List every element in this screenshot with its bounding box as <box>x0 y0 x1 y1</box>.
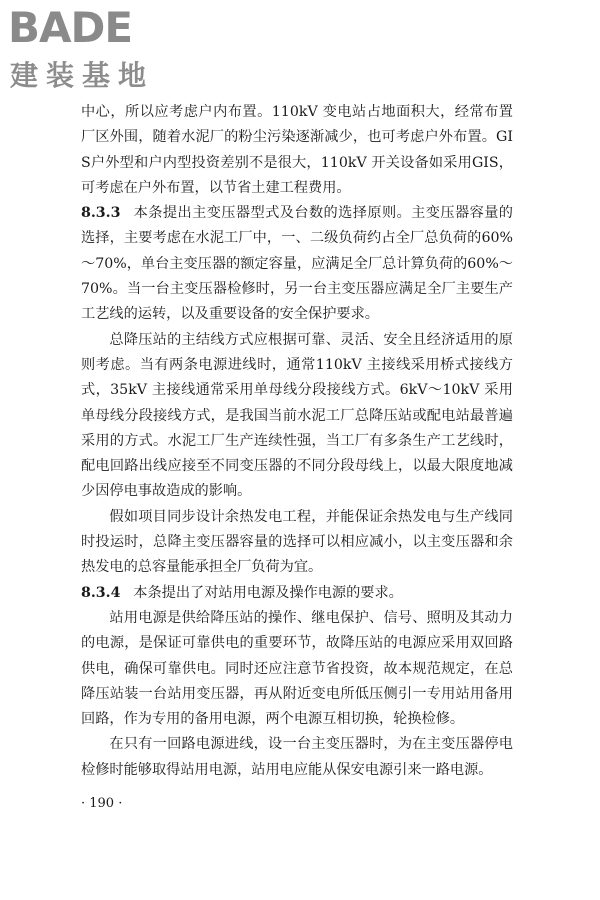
section-8-3-4 <box>81 581 513 606</box>
paragraph-continuation: 中心，所以应考虑户内布置。110kV 变电站占地面积大，经常布置厂区外围，随着水泥厂的粉尘污染逐渐减少，也可考虑户外布置。GIS户外型和户内型投资差别不是很大，110kV 开关设备如采用GIS，可考虑在户外布置，以节省土建工程费用。 <box>81 104 513 196</box>
section-text: 本条提出了对站用电源及操作电源的要求。 <box>133 584 403 601</box>
bade-logo <box>8 3 178 94</box>
paragraph: 假如项目同步设计余热发电工程，并能保证余热发电与生产线同时投运时，总降主变压器容量的选择可以相应减小，以主变压器和余热发电的总容量能承担全厂负荷为宜。 <box>81 508 513 576</box>
logo-brand: BADE <box>8 3 133 52</box>
page-number: · 190 · <box>81 796 123 811</box>
document-body <box>81 100 513 783</box>
paragraph: 总降压站的主结线方式应根据可靠、灵活、安全且经济适用的原则考虑。当有两条电源进线时，通常110kV 主接线采用桥式接线方式，35kV 主接线通常采用单母线分段接线方式。6kV～10kV 采用单母线分段接线方式，是我国当前水泥工厂总降压站或配电站最普遍采用的方式。水泥工厂生产连续性强，当工厂有多条生产工艺线时，配电回路出线应接至不同变压器的不同分段母线上，以最大限度地减少因停电事故造成的影响。 <box>81 331 513 500</box>
paragraph: 在只有一回路电源进线，设一台主变压器时，为在主变压器停电检修时能够取得站用电源，站用电应能从保安电源引来一路电源。 <box>81 736 513 778</box>
section-number: 8.3.3 <box>81 205 121 222</box>
section-number: 8.3.4 <box>81 584 121 601</box>
section-text: 本条提出主变压器型式及台数的选择原则。主变压器容量的选择，主要考虑在水泥工厂中，一、二级负荷约占全厂总负荷的60%～70%，单台主变压器的额定容量，应满足全厂总计算负荷的60%～70%。当一台主变压器检修时，另一台主变压器应满足全厂主要生产工艺线的运转，以及重要设备的安全保护要求。 <box>81 205 513 323</box>
paragraph: 站用电源是供给降压站的操作、继电保护、信号、照明及其动力的电源，是保证可靠供电的重要环节，故降压站的电源应采用双回路供电，确保可靠供电。同时还应注意节省投资，故本规范规定，在总降压站装一台站用变压器，再从附近变电所低压侧引一专用站用备用回路，作为专用的备用电源，两个电源互相切换，轮换检修。 <box>81 609 513 728</box>
section-8-3-3 <box>81 201 513 327</box>
logo-subtitle: 建装基地 <box>10 59 155 92</box>
